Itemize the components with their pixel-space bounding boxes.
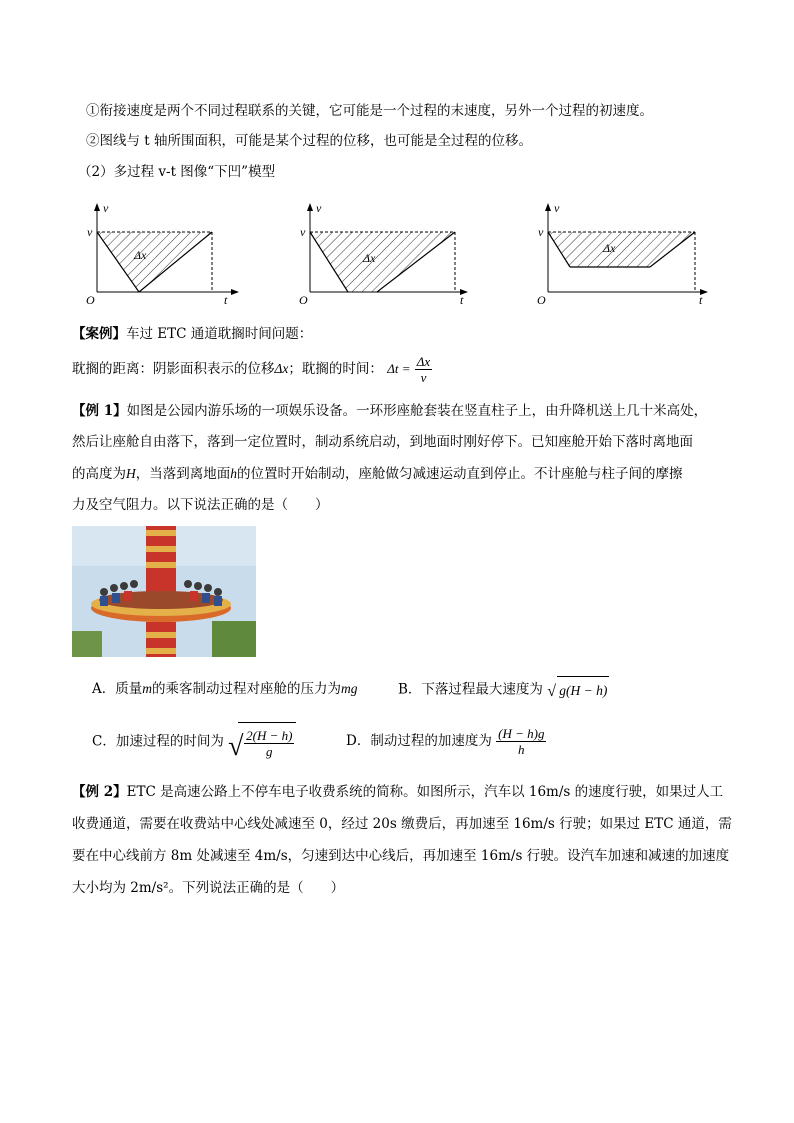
example-1-tag: 【例 1】 [72, 403, 127, 419]
case-title: 车过 ETC 通道耽搁时间问题： [126, 326, 313, 342]
option-C-prefix: C．加速过程的时间为 [92, 733, 224, 750]
fraction-numerator: Δx [416, 354, 431, 369]
example-1-line-3c: 的位置时开始制动，座舱做匀减速运动直到停止。不计座舱与柱子间的摩擦 [237, 466, 683, 482]
axis-v-label: v [554, 201, 560, 215]
origin-label: O [299, 293, 308, 307]
var-H: H [126, 466, 136, 481]
axis-t-label: t [224, 293, 228, 307]
option-C[interactable] [92, 722, 296, 762]
example-1-line-1: 如图是公园内游乐场的一项娱乐设备。一环形座舱套装在竖直柱子上，由升降机送上几十米高处， [126, 403, 708, 419]
case-formula-line [72, 350, 432, 388]
note-area-displacement: ②图线与 t 轴所围面积，可能是某个过程的位移，也可能是全过程的位移。 [86, 133, 533, 149]
example-2-line-2: 收费通道，需要在收费站中心线处减速至 0，经过 20s 缴费后，再加速至 16m/s 行驶；如果过 ETC 通道，需 [72, 816, 732, 832]
case-tag: 【案例】 [72, 326, 126, 342]
delay-time-fraction [415, 354, 432, 385]
option-C-numerator: 2(H − h) [246, 728, 293, 744]
option-D-fraction [496, 726, 546, 757]
case-heading [72, 324, 312, 344]
option-B-prefix: B．下落过程最大速度为 [398, 681, 543, 698]
option-C-sqrt: √ $\frac{2(H - h)}{g}$ [228, 722, 296, 762]
option-A-text: 的乘客制动过程对座舱的压力为 [152, 681, 341, 697]
delta-x: Δx [274, 361, 289, 376]
example-2-line-1: ETC 是高速公路上不停车电子收费系统的简称。如图所示，汽车以 16m/s 的速度行驶，如果过人工 [126, 784, 724, 800]
example-1-line-3b: ，当落到离地面 [135, 466, 231, 482]
axis-t-label: t [460, 293, 464, 307]
var-h: h [230, 466, 237, 481]
option-D-numerator: (H − h)g [498, 726, 545, 741]
option-B[interactable] [398, 676, 609, 704]
fraction-denominator: v [420, 370, 427, 385]
v0-label: v [300, 225, 306, 239]
delay-time-text: ；耽搁的时间： [288, 361, 383, 377]
example-1-stem [72, 396, 707, 521]
axis-v-label: v [316, 201, 322, 215]
vt-graph-3 [535, 200, 715, 310]
origin-label: O [537, 293, 546, 307]
option-D-prefix: D．制动过程的加速度为 [346, 733, 492, 749]
v0-label: v [538, 225, 544, 239]
option-A-prefix: A．质量 [92, 681, 143, 697]
area-label: Δx [363, 251, 376, 265]
option-D-denominator: h [518, 742, 525, 757]
area-label: Δx [603, 241, 616, 255]
vt-graph-2 [295, 200, 475, 310]
option-D[interactable] [346, 722, 546, 760]
example-1-line-4: 力及空气阻力。以下说法正确的是（ ） [72, 497, 329, 513]
option-B-radicand: g(H − h) [557, 676, 609, 704]
v0-label: v [87, 225, 93, 239]
var-m: m [142, 681, 152, 696]
delay-distance-text: 耽搁的距离：阴影面积表示的位移 [72, 361, 275, 377]
subheading-vt-model: （2）多过程 v-t 图像“下凹”模型 [78, 164, 276, 180]
example-2-line-3: 要在中心线前方 8m 处减速至 4m/s，匀速到达中心线后，再加速至 16m/s 行驶。设汽车加速和减速的加速度 [72, 848, 730, 864]
vt-graph-1 [84, 200, 244, 310]
origin-label: O [86, 293, 95, 307]
option-A-value: mg [341, 681, 358, 696]
example-2-line-4: 大小均为 2m/s²。下列说法正确的是（ ） [72, 880, 345, 896]
area-label: Δx [134, 248, 147, 262]
note-linking-velocity: ①衔接速度是两个不同过程联系的关键，它可能是一个过程的末速度，另外一个过程的初速度。 [86, 103, 653, 119]
example-2-stem [72, 776, 732, 904]
axis-t-label: t [699, 293, 703, 307]
option-C-fraction [244, 728, 294, 759]
example-1-line-2: 然后让座舱自由落下，落到一定位置时，制动系统启动，到地面时刚好停下。已知座舱开始下落时离地面 [72, 434, 693, 450]
drop-tower-photo [72, 526, 256, 657]
option-A[interactable] [92, 676, 358, 702]
axis-v-label: v [103, 201, 109, 215]
option-C-denominator: g [266, 744, 273, 760]
formula-lhs: Δt = [387, 361, 411, 376]
example-1-line-3a: 的高度为 [72, 466, 126, 482]
option-B-sqrt: √ g(H − h) [547, 676, 609, 704]
example-2-tag: 【例 2】 [72, 784, 127, 800]
